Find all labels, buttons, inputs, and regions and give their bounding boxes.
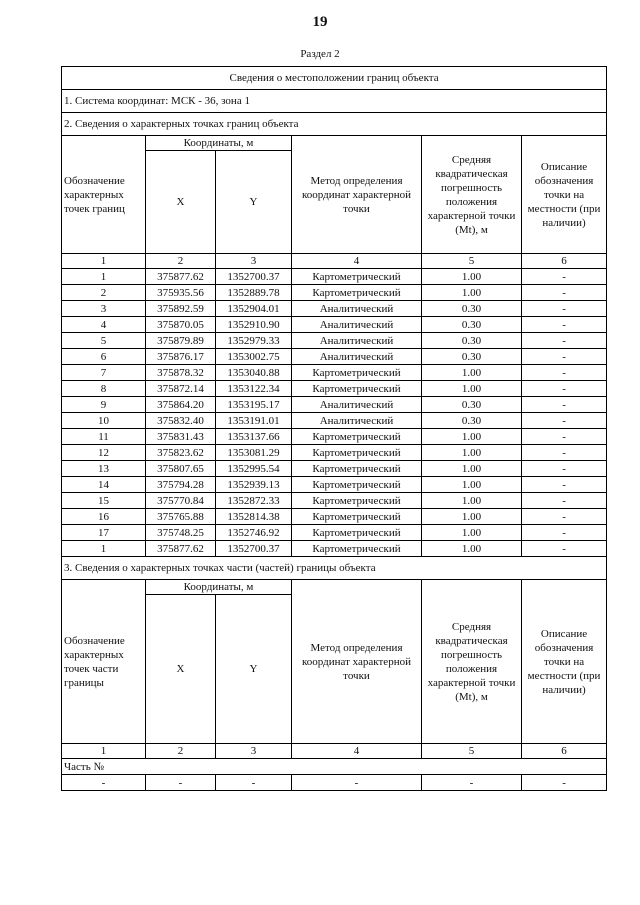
empty-cell: - [522, 775, 607, 791]
point-mt: 1.00 [422, 381, 522, 397]
point-y: 1353137.66 [216, 429, 292, 445]
point-desc: - [522, 285, 607, 301]
point-row [62, 317, 607, 333]
point-x: 375794.28 [146, 477, 216, 493]
point-row [62, 365, 607, 381]
col-number: 6 [522, 744, 607, 759]
point-y: 1353040.88 [216, 365, 292, 381]
col-number: 5 [422, 254, 522, 269]
point-n: 1 [62, 541, 146, 557]
point-n: 14 [62, 477, 146, 493]
point-x: 375807.65 [146, 461, 216, 477]
point-row [62, 269, 607, 285]
point-method: Картометрический [292, 269, 422, 285]
point-n: 5 [62, 333, 146, 349]
point-row [62, 381, 607, 397]
point-method: Картометрический [292, 509, 422, 525]
point-desc: - [522, 269, 607, 285]
point-y: 1353081.29 [216, 445, 292, 461]
point-method: Картометрический [292, 493, 422, 509]
point-x: 375765.88 [146, 509, 216, 525]
point-method: Картометрический [292, 525, 422, 541]
point-method: Картометрический [292, 365, 422, 381]
point-y: 1352746.92 [216, 525, 292, 541]
point-mt: 1.00 [422, 269, 522, 285]
header3-y: Y [216, 595, 292, 744]
point-x: 375878.32 [146, 365, 216, 381]
point-desc: - [522, 413, 607, 429]
point-mt: 1.00 [422, 365, 522, 381]
point-y: 1352700.37 [216, 541, 292, 557]
point-x: 375892.59 [146, 301, 216, 317]
point-n: 10 [62, 413, 146, 429]
point-n: 13 [62, 461, 146, 477]
point-desc: - [522, 317, 607, 333]
point-method: Картометрический [292, 541, 422, 557]
point-method: Аналитический [292, 349, 422, 365]
header3-x: X [146, 595, 216, 744]
point-n: 8 [62, 381, 146, 397]
point-row [62, 413, 607, 429]
point-n: 9 [62, 397, 146, 413]
point-x: 375864.20 [146, 397, 216, 413]
point-row [62, 541, 607, 557]
section2-title: 2. Сведения о характерных точках границ объекта [62, 113, 607, 136]
column-number-row [62, 254, 607, 269]
point-row [62, 349, 607, 365]
col-number: 3 [216, 744, 292, 759]
table-title: Сведения о местоположении границ объекта [62, 67, 607, 90]
point-desc: - [522, 445, 607, 461]
column-number-row [62, 744, 607, 759]
header3-method: Метод определения координат характерной точки [292, 580, 422, 744]
header-x: X [146, 151, 216, 254]
point-x: 375748.25 [146, 525, 216, 541]
header-description: Описание обозначения точки на местности (при наличии) [522, 136, 607, 254]
point-mt: 1.00 [422, 477, 522, 493]
point-x: 375935.56 [146, 285, 216, 301]
point-n: 17 [62, 525, 146, 541]
point-desc: - [522, 397, 607, 413]
point-y: 1353191.01 [216, 413, 292, 429]
col-number: 3 [216, 254, 292, 269]
point-x: 375770.84 [146, 493, 216, 509]
point-mt: 0.30 [422, 333, 522, 349]
point-y: 1352979.33 [216, 333, 292, 349]
point-desc: - [522, 541, 607, 557]
point-y: 1352904.01 [216, 301, 292, 317]
header-y: Y [216, 151, 292, 254]
point-y: 1353122.34 [216, 381, 292, 397]
point-desc: - [522, 349, 607, 365]
point-method: Картометрический [292, 477, 422, 493]
point-mt: 0.30 [422, 317, 522, 333]
point-mt: 0.30 [422, 413, 522, 429]
point-method: Аналитический [292, 301, 422, 317]
point-mt: 1.00 [422, 429, 522, 445]
point-row [62, 285, 607, 301]
point-row [62, 525, 607, 541]
point-method: Картометрический [292, 381, 422, 397]
point-desc: - [522, 493, 607, 509]
point-mt: 0.30 [422, 349, 522, 365]
col-number: 4 [292, 254, 422, 269]
point-desc: - [522, 509, 607, 525]
header3-error: Средняя квадратическая погрешность положения характерной точки (Mt), м [422, 580, 522, 744]
point-x: 375870.05 [146, 317, 216, 333]
point-x: 375832.40 [146, 413, 216, 429]
point-x: 375872.14 [146, 381, 216, 397]
point-mt: 1.00 [422, 493, 522, 509]
point-method: Картометрический [292, 285, 422, 301]
point-n: 16 [62, 509, 146, 525]
col-number: 6 [522, 254, 607, 269]
point-mt: 1.00 [422, 509, 522, 525]
empty-cell: - [422, 775, 522, 791]
point-y: 1352872.33 [216, 493, 292, 509]
point-mt: 0.30 [422, 397, 522, 413]
point-y: 1352814.38 [216, 509, 292, 525]
point-row [62, 429, 607, 445]
point-desc: - [522, 429, 607, 445]
header3-designation: Обозначение характерных точек части границы [62, 580, 146, 744]
point-desc: - [522, 461, 607, 477]
header-designation: Обозначение характерных точек границ [62, 136, 146, 254]
point-n: 11 [62, 429, 146, 445]
header-error: Средняя квадратическая погрешность положения характерной точки (Mt), м [422, 136, 522, 254]
section3-title: 3. Сведения о характерных точках части (частей) границы объекта [62, 557, 607, 580]
page-number: 19 [312, 14, 328, 30]
point-mt: 1.00 [422, 525, 522, 541]
point-y: 1352889.78 [216, 285, 292, 301]
empty-cell: - [216, 775, 292, 791]
point-desc: - [522, 333, 607, 349]
col-number: 2 [146, 744, 216, 759]
point-method: Аналитический [292, 397, 422, 413]
empty-cell: - [62, 775, 146, 791]
col-number: 1 [62, 254, 146, 269]
point-row [62, 397, 607, 413]
point-desc: - [522, 381, 607, 397]
point-n: 6 [62, 349, 146, 365]
point-y: 1352995.54 [216, 461, 292, 477]
point-n: 3 [62, 301, 146, 317]
point-row [62, 301, 607, 317]
point-desc: - [522, 477, 607, 493]
point-y: 1352939.13 [216, 477, 292, 493]
point-method: Аналитический [292, 333, 422, 349]
point-x: 375877.62 [146, 269, 216, 285]
point-n: 2 [62, 285, 146, 301]
part-label: Часть № [62, 759, 607, 775]
point-y: 1353002.75 [216, 349, 292, 365]
point-n: 4 [62, 317, 146, 333]
col-number: 2 [146, 254, 216, 269]
point-x: 375877.62 [146, 541, 216, 557]
point-method: Картометрический [292, 429, 422, 445]
point-row [62, 477, 607, 493]
point-mt: 1.00 [422, 461, 522, 477]
header3-coords: Координаты, м [146, 580, 292, 595]
coord-system: 1. Система координат: МСК - 36, зона 1 [62, 90, 607, 113]
point-mt: 1.00 [422, 285, 522, 301]
header-coords: Координаты, м [146, 136, 292, 151]
point-y: 1352700.37 [216, 269, 292, 285]
point-n: 1 [62, 269, 146, 285]
point-x: 375879.89 [146, 333, 216, 349]
point-y: 1352910.90 [216, 317, 292, 333]
point-x: 375876.17 [146, 349, 216, 365]
point-row [62, 333, 607, 349]
point-row [62, 493, 607, 509]
point-mt: 0.30 [422, 301, 522, 317]
point-method: Картометрический [292, 461, 422, 477]
point-y: 1353195.17 [216, 397, 292, 413]
empty-part-row [62, 775, 607, 791]
empty-cell: - [146, 775, 216, 791]
point-row [62, 445, 607, 461]
section-label: Раздел 2 [300, 48, 340, 60]
point-mt: 1.00 [422, 541, 522, 557]
point-n: 15 [62, 493, 146, 509]
col-number: 4 [292, 744, 422, 759]
col-number: 1 [62, 744, 146, 759]
point-x: 375823.62 [146, 445, 216, 461]
header3-description: Описание обозначения точки на местности (при наличии) [522, 580, 607, 744]
point-desc: - [522, 525, 607, 541]
empty-cell: - [292, 775, 422, 791]
point-method: Аналитический [292, 317, 422, 333]
point-mt: 1.00 [422, 445, 522, 461]
point-row [62, 461, 607, 477]
point-row [62, 509, 607, 525]
boundary-table [61, 66, 607, 791]
point-method: Картометрический [292, 445, 422, 461]
point-desc: - [522, 365, 607, 381]
point-desc: - [522, 301, 607, 317]
header-method: Метод определения координат характерной точки [292, 136, 422, 254]
point-n: 12 [62, 445, 146, 461]
point-x: 375831.43 [146, 429, 216, 445]
col-number: 5 [422, 744, 522, 759]
point-method: Аналитический [292, 413, 422, 429]
point-n: 7 [62, 365, 146, 381]
